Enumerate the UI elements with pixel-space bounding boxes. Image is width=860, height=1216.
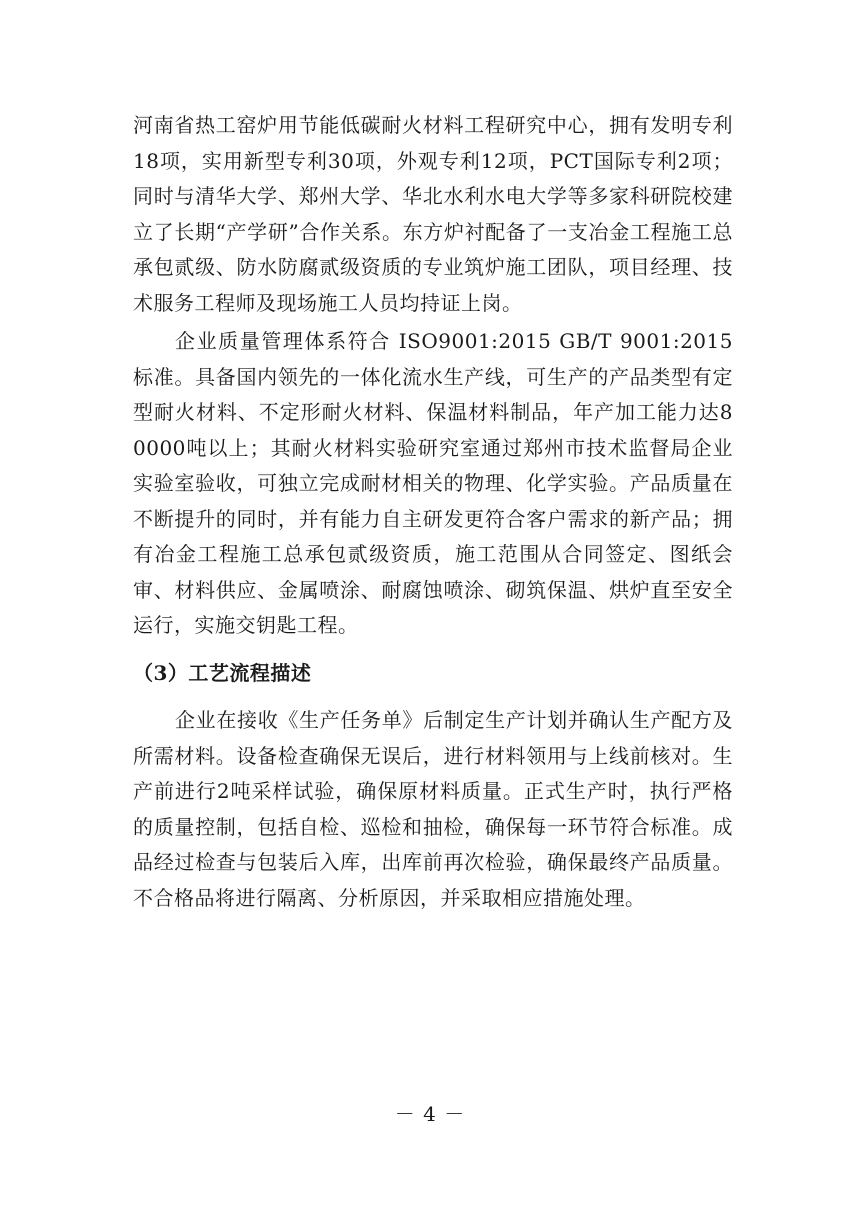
section-heading-process-flow: （3）工艺流程描述 [133, 660, 312, 685]
paragraph-research-center: 河南省热工窑炉用节能低碳耐火材料工程研究中心，拥有发明专利18项，实用新型专利30项，外观专利12项，PCT国际专利2项；同时与清华大学、郑州大学、华北水利水电大学等多家科研院校建立了长期“产学研”合作关系。东方炉衬配备了一支冶金工程施工总承包贰级、防水防腐贰级资质的专业筑炉施工团队，项目经理、技术服务工程师及现场施工人员均持证上岗。 [133, 113, 733, 315]
paragraph-quality-management: 企业质量管理体系符合 ISO9001:2015 GB/T 9001:2015 标准。具备国内领先的一体化流水生产线，可生产的产品类型有定型耐火材料、不定形耐火材料、保温材料制品，年产加工能力达80000吨以上；其耐火材料实验研究室通过郑州市技术监督局企业实验室验收，可独立完成耐材相关的物理、化学实验。产品质量在不断提升的同时，并有能力自主研发更符合客户需求的新产品；拥有冶金工程施工总承包贰级资质，施工范围从合同签定、图纸会审、材料供应、金属喷涂、耐腐蚀喷涂、砌筑保温、烘炉直至安全运行，实施交钥匙工程。 [133, 329, 733, 637]
page-number: － 4 － [394, 1102, 466, 1126]
paragraph-process-flow: 企业在接收《生产任务单》后制定生产计划并确认生产配方及所需材料。设备检查确保无误后，进行材料领用与上线前核对。生产前进行2吨采样试验，确保原材料质量。正式生产时，执行严格的质量控制，包括自检、巡检和抽检，确保每一环节符合标准。成品经过检查与包装后入库，出库前再次检验，确保最终产品质量。不合格品将进行隔离、分析原因，并采取相应措施处理。 [133, 708, 733, 910]
page-content [133, 108, 733, 916]
